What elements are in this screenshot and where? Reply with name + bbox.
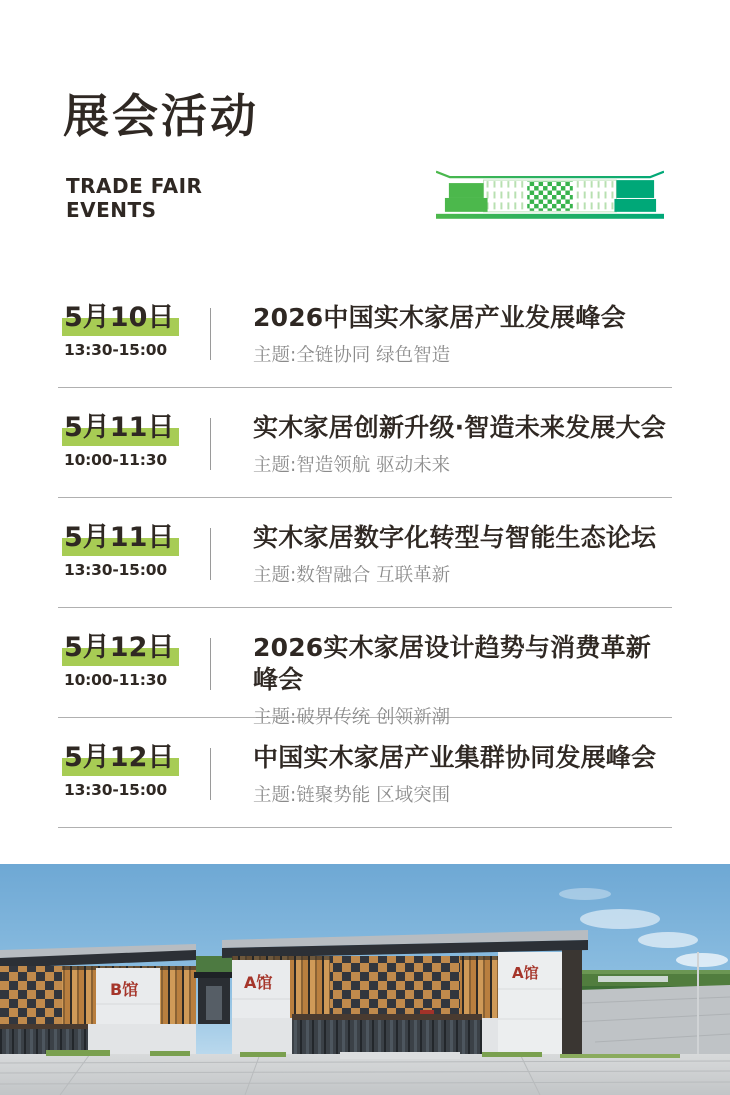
hall-left-block-top bbox=[449, 183, 484, 198]
event-date-col bbox=[58, 302, 210, 359]
photo-building-b bbox=[0, 944, 196, 1054]
exhibition-hall-icon bbox=[436, 168, 664, 220]
event-date: 5月12日 bbox=[62, 632, 179, 667]
subtitle-line1: TRADE FAIR bbox=[66, 174, 203, 198]
event-content bbox=[253, 632, 672, 729]
event-content bbox=[253, 412, 666, 477]
event-time: 13:30-15:00 bbox=[64, 781, 167, 799]
event-theme: 主题:智造领航 驱动未来 bbox=[253, 455, 451, 476]
photo-building-a bbox=[222, 930, 588, 1054]
event-theme: 主题:破界传统 创领新潮 bbox=[253, 707, 451, 728]
event-date-col bbox=[58, 632, 210, 689]
hall-center-checker bbox=[527, 181, 573, 211]
vertical-divider bbox=[210, 638, 211, 690]
page-title: 展会活动 bbox=[63, 89, 259, 143]
event-date-col bbox=[58, 742, 210, 799]
event-date-col bbox=[58, 522, 210, 579]
venue-photo bbox=[0, 864, 730, 1095]
event-title: 2026中国实木家居产业发展峰会 bbox=[253, 303, 626, 332]
event-row bbox=[58, 278, 672, 388]
event-row bbox=[58, 388, 672, 498]
event-date-col bbox=[58, 412, 210, 469]
event-date: 5月11日 bbox=[62, 412, 179, 447]
event-time: 13:30-15:00 bbox=[64, 341, 167, 359]
subtitle-line2: EVENTS bbox=[66, 198, 157, 222]
building-label-a2: A馆 bbox=[512, 964, 539, 982]
event-date: 5月10日 bbox=[62, 302, 179, 337]
event-theme: 主题:数智融合 互联革新 bbox=[253, 565, 451, 586]
event-date: 5月12日 bbox=[62, 742, 179, 777]
event-time: 10:00-11:30 bbox=[64, 451, 167, 469]
photo-steps bbox=[340, 1052, 460, 1059]
photo-flagpole bbox=[697, 952, 699, 1058]
event-date: 5月11日 bbox=[62, 522, 179, 557]
event-row bbox=[58, 608, 672, 728]
events-list bbox=[58, 278, 672, 828]
event-content bbox=[253, 302, 626, 367]
vertical-divider bbox=[210, 418, 211, 470]
event-theme: 主题:全链协同 绿色智造 bbox=[253, 345, 451, 366]
photo-pavement bbox=[0, 1054, 730, 1095]
vertical-divider bbox=[210, 748, 211, 800]
event-content bbox=[253, 742, 656, 807]
event-time: 13:30-15:00 bbox=[64, 561, 167, 579]
event-title: 中国实木家居产业集群协同发展峰会 bbox=[253, 743, 657, 772]
event-theme: 主题:链聚势能 区域突围 bbox=[253, 785, 451, 806]
hall-baseline bbox=[436, 214, 664, 219]
event-title: 2026实木家居设计趋势与消费革新峰会 bbox=[253, 633, 651, 694]
event-row bbox=[58, 718, 672, 828]
event-time: 10:00-11:30 bbox=[64, 671, 167, 689]
event-title: 实木家居创新升级·智造未来发展大会 bbox=[253, 413, 666, 442]
building-label-a1: A馆 bbox=[244, 973, 273, 992]
vertical-divider bbox=[210, 308, 211, 360]
hall-right-block-bottom bbox=[614, 199, 656, 212]
page-subtitle bbox=[66, 174, 202, 222]
hall-right-block-top bbox=[616, 180, 654, 198]
photo-corridor bbox=[194, 956, 234, 1024]
hall-roof bbox=[436, 172, 664, 177]
hall-left-block-bottom bbox=[445, 198, 488, 212]
photo-distant-building bbox=[598, 976, 668, 982]
event-content bbox=[253, 522, 656, 587]
event-title: 实木家居数字化转型与智能生态论坛 bbox=[253, 523, 657, 552]
event-row bbox=[58, 498, 672, 608]
building-label-b: B馆 bbox=[110, 980, 139, 999]
vertical-divider bbox=[210, 528, 211, 580]
